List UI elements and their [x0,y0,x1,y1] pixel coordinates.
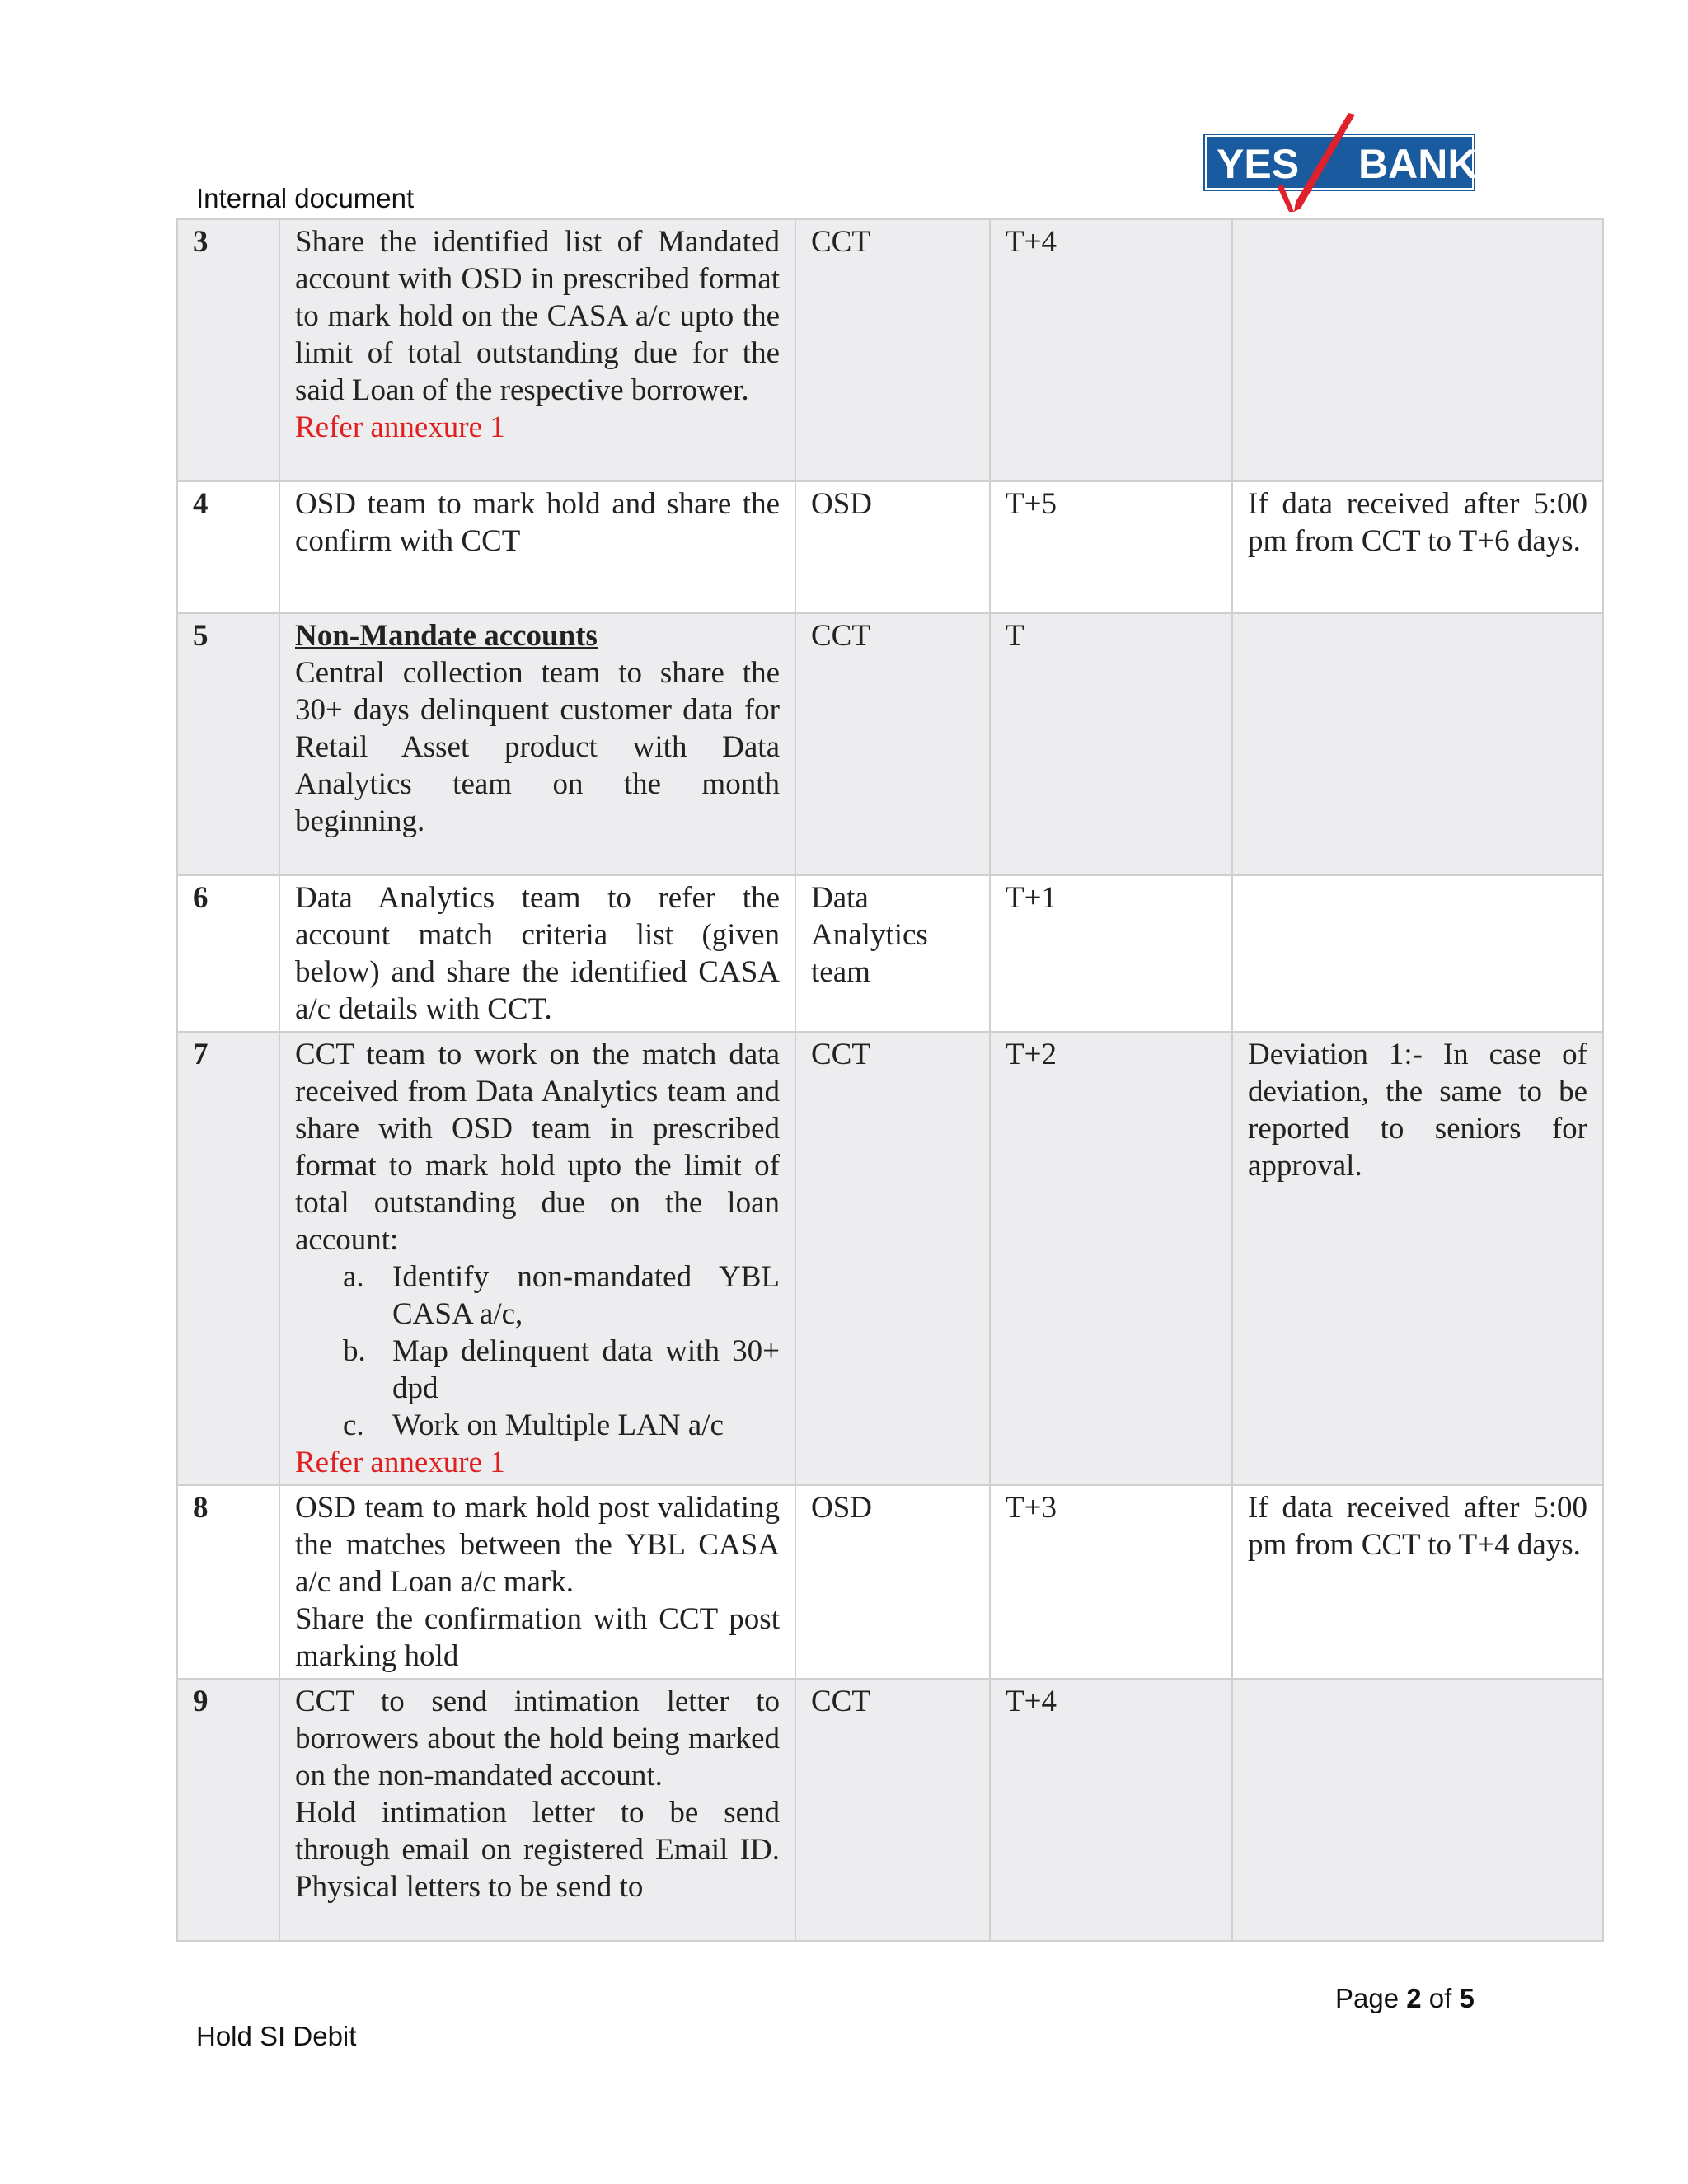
activity-cell: Data Analytics team to refer the account match criteria list (given below) and share the identified CASA a/c details with CCT. [279,875,795,1032]
tat-cell: T+4 [990,219,1232,481]
owner-cell: CCT [795,1679,990,1941]
owner-cell: OSD [795,1485,990,1679]
logo-word-left: YES [1217,141,1300,187]
remarks-cell: Deviation 1:- In case of deviation, the same to be reported to seniors for approval. [1232,1032,1603,1485]
owner-cell: CCT [795,219,990,481]
table-row [177,481,1603,613]
activity-text: OSD team to mark hold post validating the matches between the YBL CASA a/c and Loan a/c mark. [295,1491,780,1599]
table-row [177,613,1603,875]
tat-cell: T+3 [990,1485,1232,1679]
tat-cell: T [990,613,1232,875]
remarks-cell [1232,219,1603,481]
section-title: Non-Mandate accounts [295,619,598,653]
step-number: 9 [177,1679,279,1941]
tat-cell: T+1 [990,875,1232,1032]
page-prefix: Page [1335,1983,1407,2013]
page-number [1335,1983,1475,2014]
table-row [177,1485,1603,1679]
activity-text: Central collection team to share the 30+ days delinquent customer data for Retail Asset product with Data Analytics team on the month beginning. [295,656,780,838]
remarks-cell: If data received after 5:00 pm from CCT to T+4 days. [1232,1485,1603,1679]
remarks-cell [1232,875,1603,1032]
list-text: Identify non-mandated YBL CASA a/c, [392,1260,780,1331]
owner-cell: CCT [795,613,990,875]
page-total: 5 [1459,1983,1475,2013]
document-classification: Internal document [196,183,415,213]
activity-text: CCT team to work on the match data received from Data Analytics team and share with OSD team in prescribed format to mark hold upto the limit of total outstanding due on the loan account: [295,1038,780,1257]
yes-bank-logo [1203,111,1475,214]
remarks-cell: If data received after 5:00 pm from CCT to T+6 days. [1232,481,1603,613]
yes-bank-logo-mark [1203,111,1475,214]
page-of: of [1421,1983,1460,2013]
tat-cell: T+4 [990,1679,1232,1941]
activity-text: CCT to send intimation letter to borrowers about the hold being marked on the non-mandated account. [295,1685,780,1793]
remarks-cell [1232,613,1603,875]
activity-text-secondary: Share the confirmation with CCT post marking hold [295,1602,780,1673]
step-number: 8 [177,1485,279,1679]
document-name: Hold SI Debit [196,2021,357,2051]
list-text: Work on Multiple LAN a/c [392,1408,724,1442]
step-number: 3 [177,219,279,481]
activity-text: Share the identified list of Mandated account with OSD in prescribed format to mark hold on the CASA a/c upto the limit of total outstanding due for the said Loan of the respective borrower. [295,225,780,407]
table-row [177,1679,1603,1941]
list-marker: a. [343,1260,364,1294]
annexure-reference: Refer annexure 1 [295,1446,505,1479]
list-item [295,1258,780,1333]
list-item [295,1333,780,1407]
owner-cell: Data Analytics team [795,875,990,1032]
table-row [177,219,1603,481]
step-number: 5 [177,613,279,875]
process-table [176,218,1604,1942]
table-row [177,1032,1603,1485]
owner-cell: OSD [795,481,990,613]
step-number: 7 [177,1032,279,1485]
activity-cell: OSD team to mark hold and share the confirm with CCT [279,481,795,613]
activity-cell [279,1679,795,1941]
sub-step-list [295,1258,780,1444]
step-number: 4 [177,481,279,613]
activity-cell [279,1032,795,1485]
logo-word-right: BANK [1358,141,1475,187]
owner-cell: CCT [795,1032,990,1485]
remarks-cell [1232,1679,1603,1941]
step-number: 6 [177,875,279,1032]
activity-cell [279,613,795,875]
tat-cell: T+5 [990,481,1232,613]
list-item [295,1407,780,1444]
list-marker: c. [343,1408,364,1442]
tat-cell: T+2 [990,1032,1232,1485]
page-current: 2 [1406,1983,1422,2013]
annexure-reference: Refer annexure 1 [295,410,505,444]
table-row [177,875,1603,1032]
list-text: Map delinquent data with 30+ dpd [392,1334,780,1405]
activity-cell [279,219,795,481]
activity-cell [279,1485,795,1679]
activity-text-secondary: Hold intimation letter to be send through email on registered Email ID. Physical letters to be send to [295,1796,780,1904]
list-marker: b. [343,1334,366,1368]
